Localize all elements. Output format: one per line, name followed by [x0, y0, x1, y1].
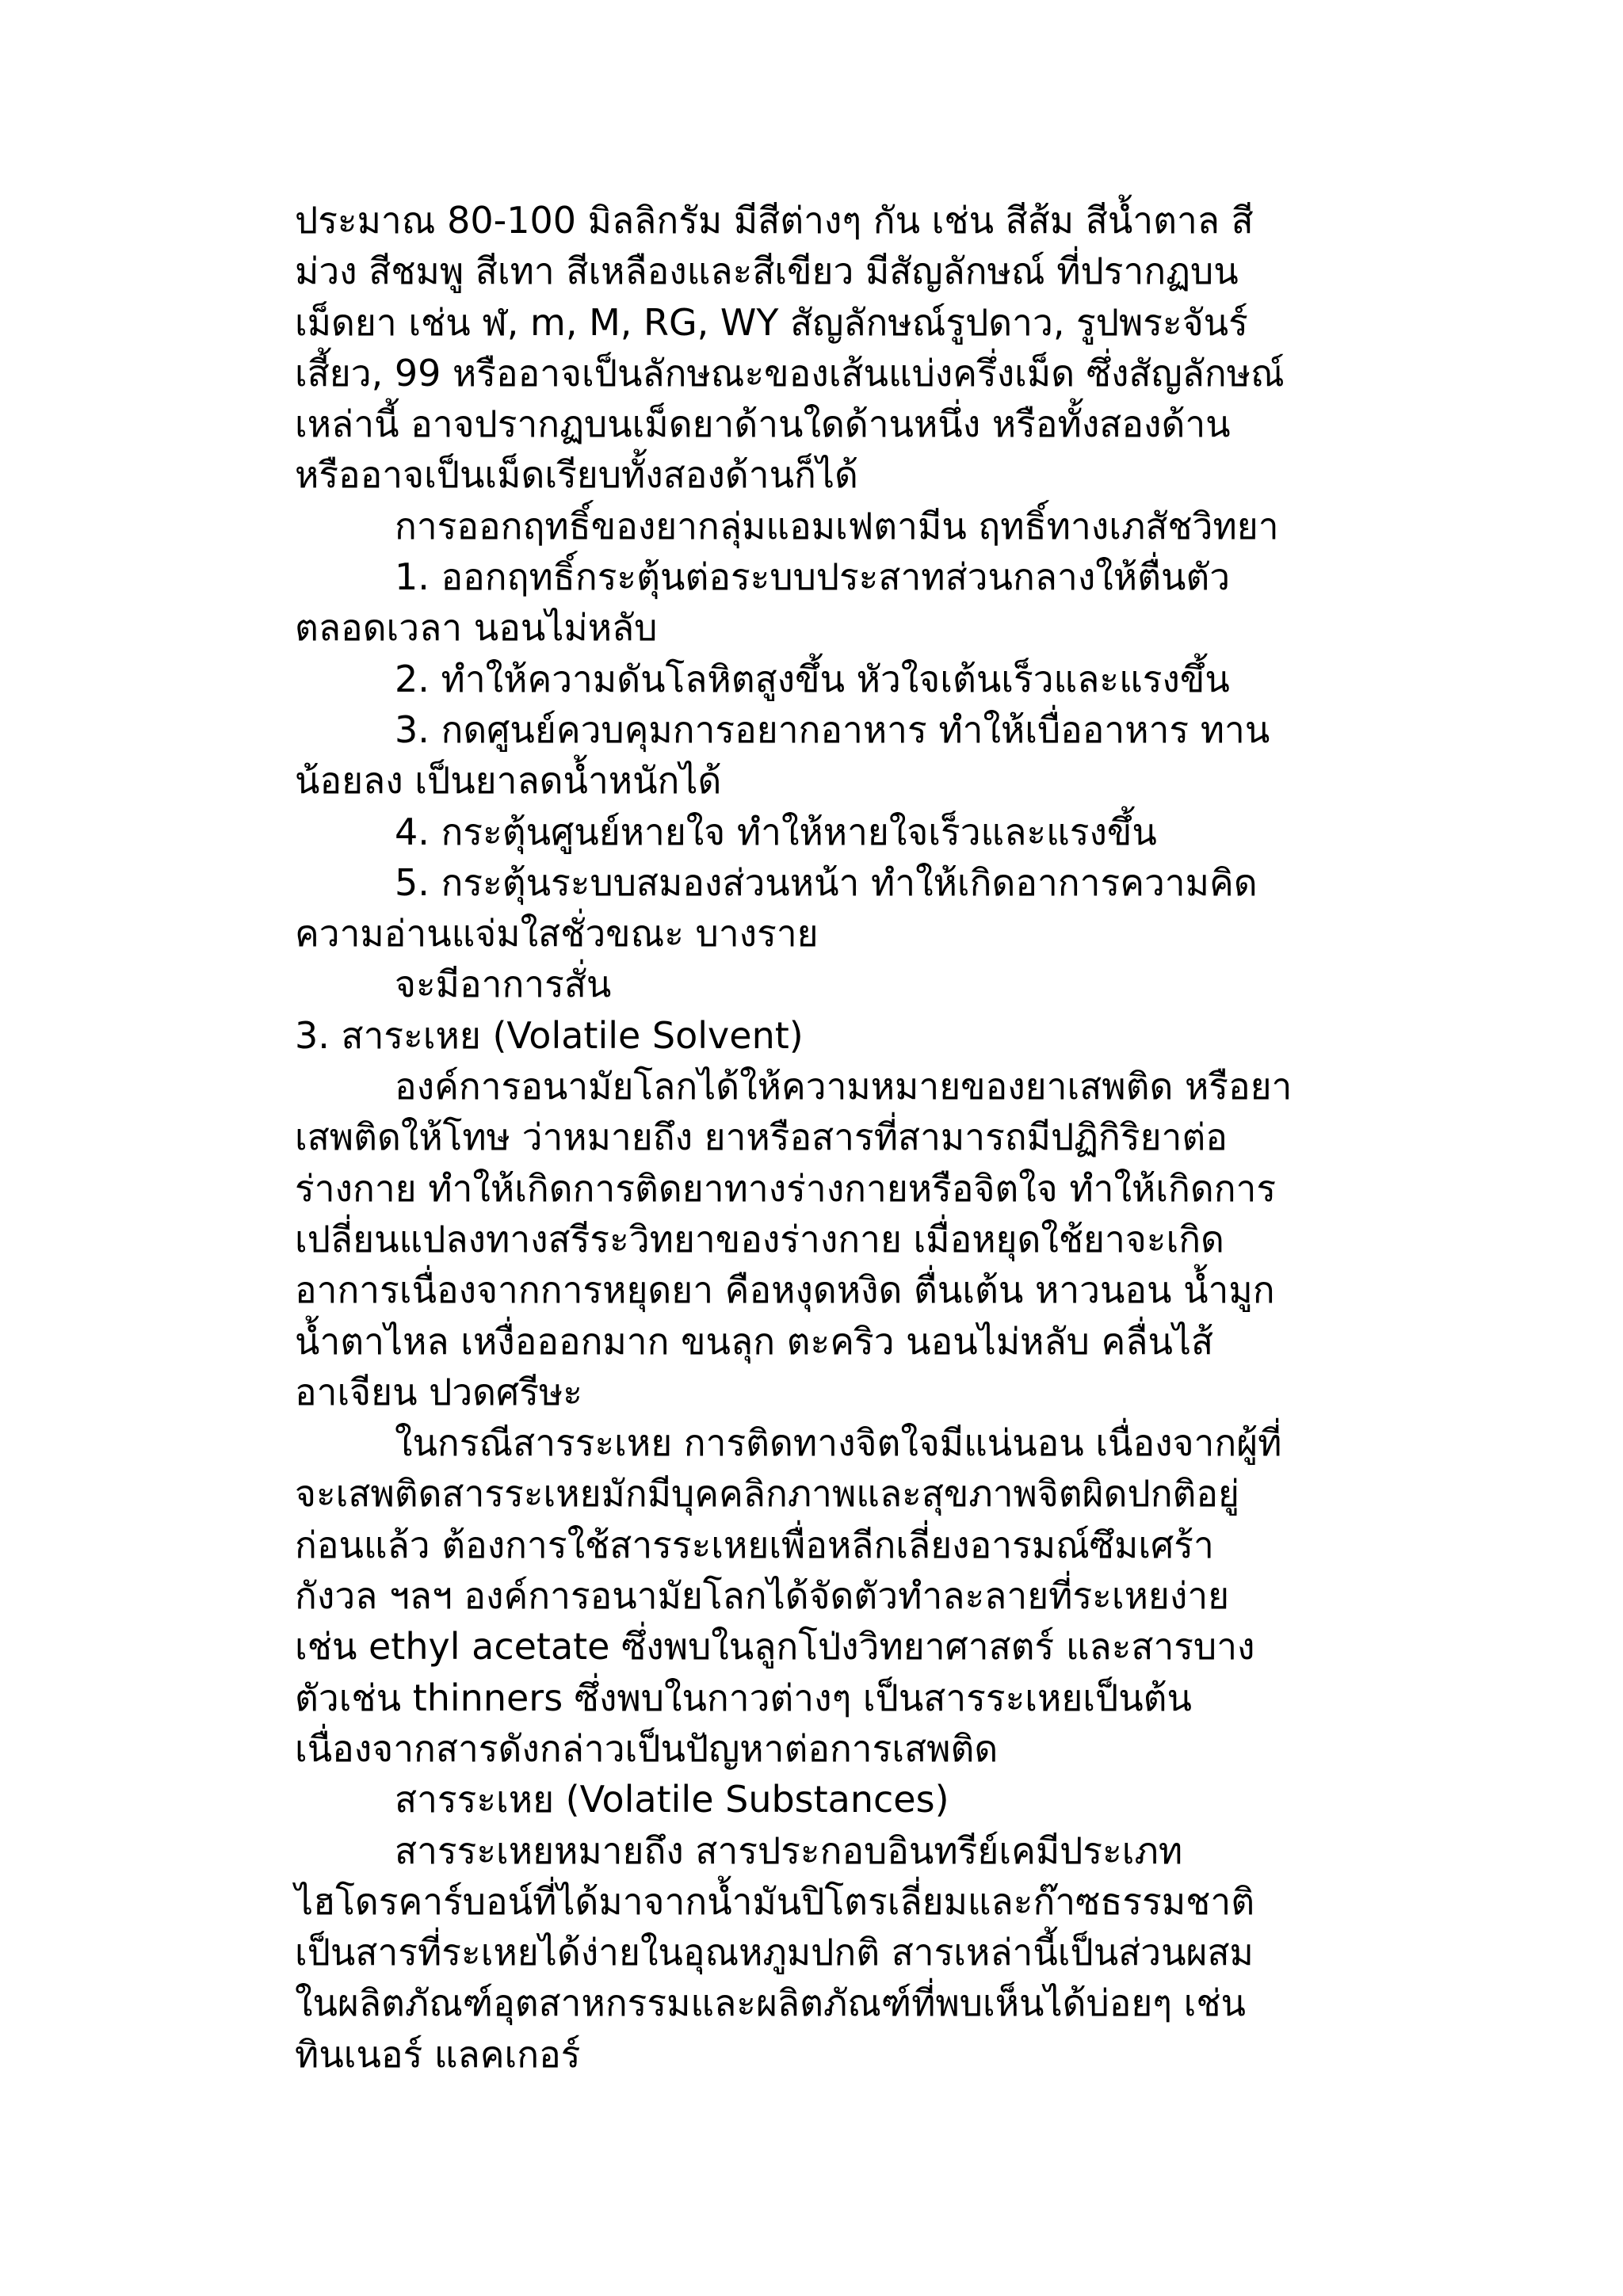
- section-heading-volatile-solvent: 3. สาระเหย (Volatile Solvent): [295, 1013, 804, 1057]
- list-item-4: 4. กระตุ้นศูนย์หายใจ ทำให้หายใจเร็วและแรงขึ้น: [395, 810, 1157, 853]
- text-line: จะเสพติดสารระเหยมักมีบุคคลิกภาพและสุขภาพจิตผิดปกติอยู่: [295, 1472, 1240, 1516]
- text-line: เนื่องจากสารดังกล่าวเป็นปัญหาต่อการเสพติด: [295, 1726, 999, 1770]
- text-line: เช่น ethyl acetate ซึ่งพบในลูกโป่งวิทยาศาสตร์ และสารบาง: [295, 1625, 1255, 1669]
- text-line: จะมีอาการสั่น: [395, 963, 612, 1006]
- text-line: น้ำตาไหล เหงื่อออกมาก ขนลุก ตะคริว นอนไม่หลับ คลื่นไส้: [295, 1319, 1214, 1363]
- list-item-5: 5. กระตุ้นระบบสมองส่วนหน้า ทำให้เกิดอาการความคิด: [395, 860, 1258, 904]
- text-line: อาการเนื่องจากการหยุดยา คือหงุดหงิด ตื่นเต้น หาวนอน น้ำมูก: [295, 1268, 1275, 1312]
- paragraph-heading-mechanism: การออกฤทธิ์ของยากลุ่มแอมเฟตามีน ฤทธิ์ทางเภสัชวิทยา: [395, 504, 1279, 547]
- text-line: ประมาณ 80-100 มิลลิกรัม มีสีต่างๆ กัน เช่น สีส้ม สีน้ำตาล สี: [295, 199, 1254, 242]
- list-item-1: 1. ออกฤทธิ์กระตุ้นต่อระบบประสาทส่วนกลางให้ตื่นตัว: [395, 555, 1231, 599]
- section-heading-volatile-substances: สารระเหย (Volatile Substances): [395, 1778, 949, 1821]
- paragraph-start: สารระเหยหมายถึง สารประกอบอินทรีย์เคมีประเภท: [395, 1829, 1183, 1872]
- text-line: ตัวเช่น thinners ซึ่งพบในกาวต่างๆ เป็นสารระเหยเป็นต้น: [295, 1676, 1192, 1719]
- text-line: ม่วง สีชมพู สีเทา สีเหลืองและสีเขียว มีสัญลักษณ์ ที่ปรากฏบน: [295, 250, 1239, 293]
- text-line: เหล่านี้ อาจปรากฏบนเม็ดยาด้านใดด้านหนึ่ง หรือทั้งสองด้าน: [295, 402, 1231, 446]
- text-line: หรืออาจเป็นเม็ดเรียบทั้งสองด้านก็ได้: [295, 453, 858, 497]
- text-line: ไฮโดรคาร์บอน์ที่ได้มาจากน้ำมันปิโตรเลี่ยมและก๊าซธรรมชาติ: [295, 1879, 1255, 1923]
- list-item-3: 3. กดศูนย์ควบคุมการอยากอาหาร ทำให้เบื่ออาหาร ทาน: [395, 707, 1270, 751]
- text-line: ตลอดเวลา นอนไม่หลับ: [295, 606, 658, 650]
- text-line: เสี้ยว, 99 หรืออาจเป็นลักษณะของเส้นแบ่งครึ่งเม็ด ซึ่งสัญลักษณ์: [295, 351, 1285, 395]
- text-line: กังวล ฯลฯ องค์การอนามัยโลกได้จัดตัวทำละลายที่ระเหยง่าย: [295, 1574, 1230, 1618]
- list-item-2: 2. ทำให้ความดันโลหิตสูงขึ้น หัวใจเต้นเร็วและแรงขึ้น: [395, 657, 1230, 700]
- text-line: เป็นสารที่ระเหยได้ง่ายในอุณหภูมปกติ สารเหล่านี้เป็นส่วนผสม: [295, 1931, 1254, 1974]
- paragraph-start: ในกรณีสารระเหย การติดทางจิตใจมีแน่นอน เนื่องจากผู้ที่: [395, 1421, 1282, 1465]
- text-line: ความอ่านแจ่มใสชั่วขณะ บางราย: [295, 912, 819, 955]
- text-line: เสพติดให้โทษ ว่าหมายถึง ยาหรือสารที่สามารถมีปฏิกิริยาต่อ: [295, 1116, 1228, 1159]
- text-line: ร่างกาย ทำให้เกิดการติดยาทางร่างกายหรือจิตใจ ทำให้เกิดการ: [295, 1166, 1277, 1210]
- text-line: ทินเนอร์ แลคเกอร์: [295, 2032, 581, 2076]
- text-line: เม็ดยา เช่น ฬ, m, M, RG, WY สัญลักษณ์รูปดาว, รูปพระจันร์: [295, 300, 1248, 344]
- text-line: ก่อนแล้ว ต้องการใช้สารระเหยเพื่อหลีกเลี่ยงอารมณ์ซึมเศร้า: [295, 1523, 1214, 1566]
- text-line: เปลี่ยนแปลงทางสรีระวิทยาของร่างกาย เมื่อหยุดใช้ยาจะเกิด: [295, 1217, 1224, 1261]
- body-text: [295, 195, 1452, 2080]
- text-line: ในผลิตภัณฑ์อุตสาหกรรมและผลิตภัณฑ์ที่พบเห็นได้บ่อยๆ เช่น: [295, 1981, 1246, 2025]
- text-line: น้อยลง เป็นยาลดน้ำหนักได้: [295, 759, 722, 803]
- paragraph-start: องค์การอนามัยโลกได้ให้ความหมายของยาเสพติด หรือยา: [395, 1065, 1293, 1108]
- text-line: อาเจียน ปวดศรีษะ: [295, 1370, 582, 1413]
